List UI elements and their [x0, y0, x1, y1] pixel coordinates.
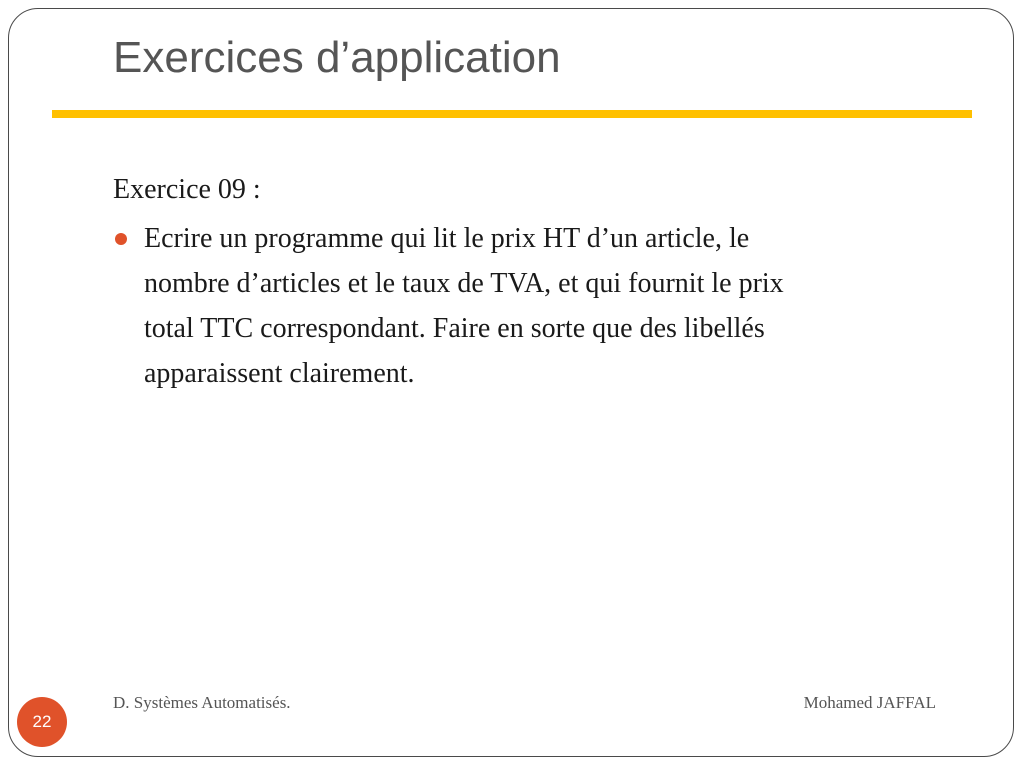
footer-course-label: D. Systèmes Automatisés. — [113, 693, 291, 712]
footer-author: Mohamed JAFFAL — [803, 693, 936, 712]
bullet-text-line: nombre d’articles et le taux de TVA, et qui fournit le prix — [144, 268, 784, 299]
bullet-text-line: apparaissent clairement. — [144, 358, 415, 389]
exercise-heading: Exercice 09 : — [113, 174, 261, 205]
bullet-item — [113, 216, 933, 396]
bullet-text-line: total TTC correspondant. Faire en sorte que des libellés — [144, 313, 765, 344]
bullet-dot-icon — [115, 233, 127, 245]
slide-title: Exercices d’application — [113, 33, 561, 82]
bullet-text-line: Ecrire un programme qui lit le prix HT d’un article, le — [144, 223, 750, 254]
title-underline — [52, 110, 972, 118]
slide-content — [113, 168, 933, 396]
page-number-badge: 22 — [17, 697, 67, 747]
